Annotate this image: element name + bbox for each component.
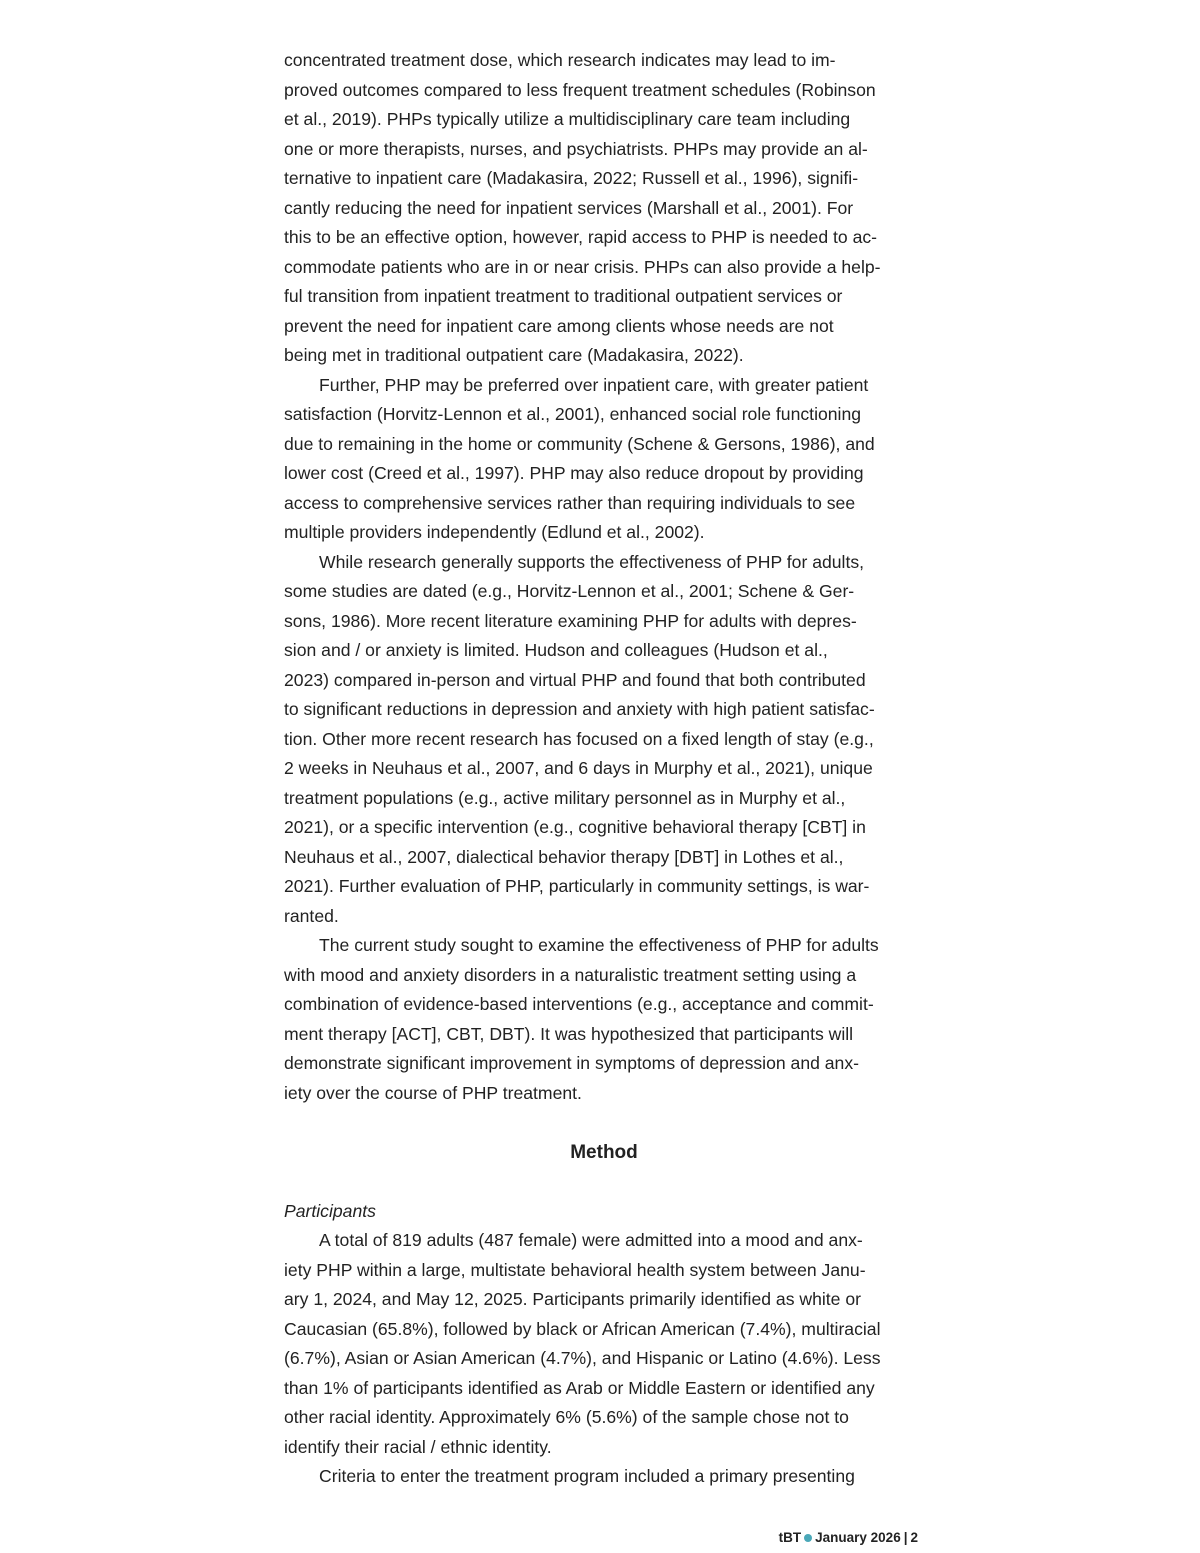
text-line: cantly reducing the need for inpatient services (Marshall et al., 2001). For xyxy=(284,197,854,218)
text-line: identify their racial / ethnic identity. xyxy=(284,1436,552,1457)
text-line: tion. Other more recent research has focused on a fixed length of stay (e.g., xyxy=(284,728,874,749)
text-line: sion and / or anxiety is limited. Hudson and colleagues (Hudson et al., xyxy=(284,640,828,660)
participants-subheading: Participants xyxy=(284,1200,376,1221)
text-line: concentrated treatment dose, which research indicates may lead to im- xyxy=(284,50,836,70)
article-body xyxy=(284,46,924,1492)
journal-name: tBT xyxy=(778,1530,802,1545)
text-line: A total of 819 adults (487 female) were admitted into a mood and anx- xyxy=(319,1230,863,1250)
bullet-dot-icon xyxy=(804,1534,812,1542)
text-line: treatment populations (e.g., active military personnel as in Murphy et al., xyxy=(284,787,846,808)
text-line: combination of evidence-based interventions (e.g., acceptance and commit- xyxy=(284,994,874,1014)
text-line: being met in traditional outpatient care (Madakasira, 2022). xyxy=(284,345,744,365)
paragraph xyxy=(284,46,924,371)
text-line: satisfaction (Horvitz-Lennon et al., 2001), enhanced social role functioning xyxy=(284,404,862,424)
intro-section xyxy=(284,46,924,1108)
text-line: iety PHP within a large, multistate behavioral health system between Janu- xyxy=(284,1259,866,1280)
text-line: prevent the need for inpatient care among clients whose needs are not xyxy=(284,315,834,336)
text-line: Further, PHP may be preferred over inpatient care, with greater patient xyxy=(319,374,869,395)
text-line: ment therapy [ACT], CBT, DBT). It was hypothesized that participants will xyxy=(284,1023,854,1044)
text-line: ful transition from inpatient treatment to traditional outpatient services or xyxy=(284,286,843,306)
method-section xyxy=(284,1226,924,1492)
text-line: iety over the course of PHP treatment. xyxy=(284,1082,582,1103)
text-line: due to remaining in the home or community (Schene & Gersons, 1986), and xyxy=(284,433,875,454)
text-line: 2023) compared in-person and virtual PHP and found that both contributed xyxy=(284,669,866,690)
text-line: access to comprehensive services rather than requiring individuals to see xyxy=(284,492,856,513)
method-heading: Method xyxy=(570,1141,638,1163)
text-line: than 1% of participants identified as Arab or Middle Eastern or identified any xyxy=(284,1377,875,1398)
text-line: et al., 2019). PHPs typically utilize a multidisciplinary care team including xyxy=(284,109,851,129)
text-line: proved outcomes compared to less frequent treatment schedules (Robinson xyxy=(284,79,876,100)
text-line: demonstrate significant improvement in symptoms of depression and anx- xyxy=(284,1053,860,1073)
text-line: to significant reductions in depression and anxiety with high patient satisfac- xyxy=(284,699,875,719)
paragraph xyxy=(284,371,924,548)
paragraph xyxy=(284,1226,924,1462)
text-line: some studies are dated (e.g., Horvitz-Lennon et al., 2001; Schene & Ger- xyxy=(284,581,855,601)
footer-separator: | xyxy=(903,1530,908,1545)
paragraph xyxy=(284,1462,924,1492)
paragraph xyxy=(284,548,924,932)
text-line: (6.7%), Asian or Asian American (4.7%), and Hispanic or Latino (4.6%). Less xyxy=(284,1348,881,1368)
issue-date: January 2026 xyxy=(815,1530,901,1545)
text-line: While research generally supports the effectiveness of PHP for adults, xyxy=(319,551,865,572)
paragraph xyxy=(284,931,924,1108)
text-line: lower cost (Creed et al., 1997). PHP may also reduce dropout by providing xyxy=(284,463,864,483)
page-number: 2 xyxy=(910,1530,918,1545)
text-line: ternative to inpatient care (Madakasira, 2022; Russell et al., 1996), signifi- xyxy=(284,168,859,188)
text-line: ary 1, 2024, and May 12, 2025. Participants primarily identified as white or xyxy=(284,1289,861,1309)
text-line: Caucasian (65.8%), followed by black or African American (7.4%), multiracial xyxy=(284,1318,881,1339)
text-line: The current study sought to examine the effectiveness of PHP for adults xyxy=(319,935,879,955)
text-line: Criteria to enter the treatment program included a primary presenting xyxy=(319,1466,855,1486)
text-line: ranted. xyxy=(284,905,339,926)
text-line: one or more therapists, nurses, and psychiatrists. PHPs may provide an al- xyxy=(284,138,868,159)
text-line: Neuhaus et al., 2007, dialectical behavior therapy [DBT] in Lothes et al., xyxy=(284,846,844,867)
text-line: with mood and anxiety disorders in a naturalistic treatment setting using a xyxy=(284,964,857,985)
text-line: this to be an effective option, however, rapid access to PHP is needed to ac- xyxy=(284,227,878,247)
text-line: multiple providers independently (Edlund et al., 2002). xyxy=(284,522,705,542)
text-line: 2021), or a specific intervention (e.g., cognitive behavioral therapy [CBT] in xyxy=(284,817,866,837)
text-line: 2021). Further evaluation of PHP, particularly in community settings, is war- xyxy=(284,876,870,896)
text-line: 2 weeks in Neuhaus et al., 2007, and 6 days in Murphy et al., 2021), unique xyxy=(284,758,873,778)
page-footer xyxy=(700,1530,918,1545)
text-line: commodate patients who are in or near crisis. PHPs can also provide a help- xyxy=(284,256,881,277)
text-line: sons, 1986). More recent literature examining PHP for adults with depres- xyxy=(284,610,857,631)
text-line: other racial identity. Approximately 6% (5.6%) of the sample chose not to xyxy=(284,1407,849,1427)
